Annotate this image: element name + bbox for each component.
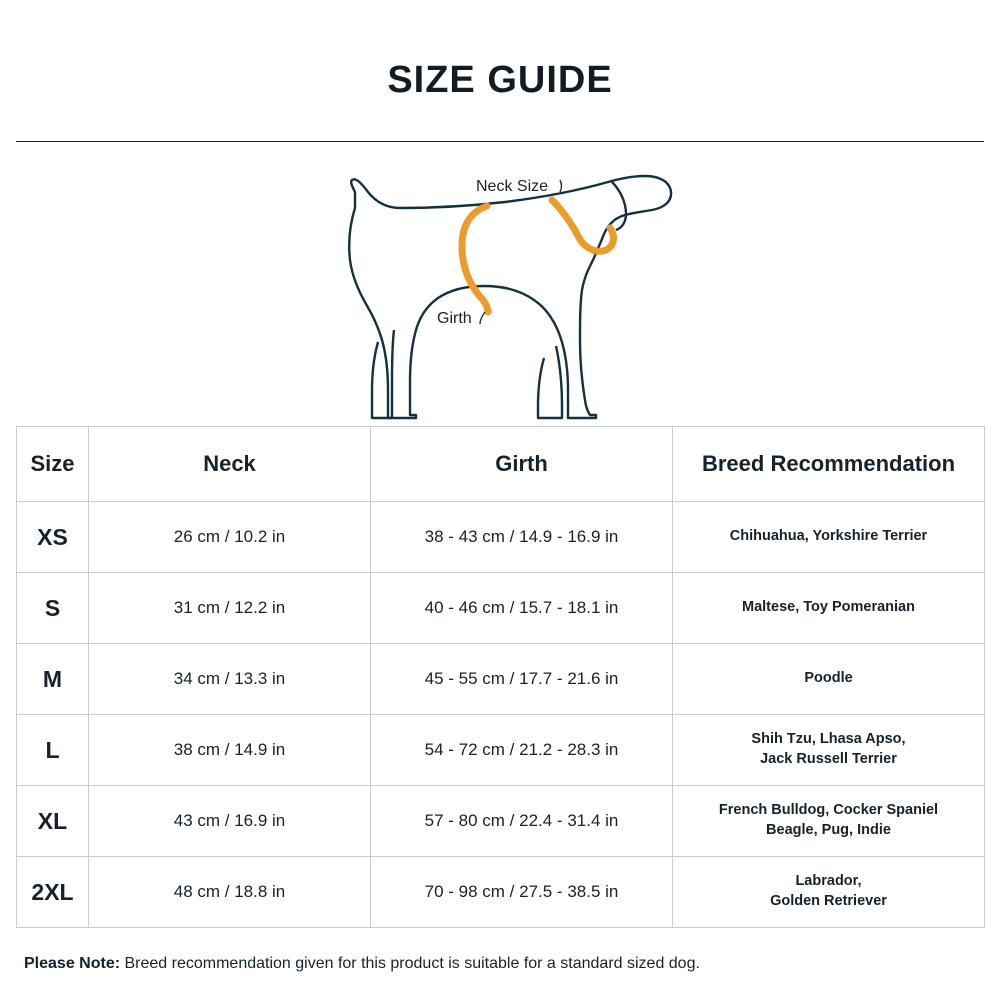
girth-callout-label: Girth <box>437 310 472 327</box>
table-row <box>17 715 985 786</box>
cell-neck: 34 cm / 13.3 in <box>89 644 371 715</box>
cell-girth: 57 - 80 cm / 22.4 - 31.4 in <box>371 786 673 857</box>
dog-measurement-illustration <box>0 150 1000 425</box>
footnote <box>24 955 700 973</box>
cell-size: XL <box>17 786 89 857</box>
cell-breed: Labrador, Golden Retriever <box>673 857 985 928</box>
title-divider <box>16 141 984 142</box>
cell-neck: 31 cm / 12.2 in <box>89 573 371 644</box>
column-header-breed: Breed Recommendation <box>673 427 985 502</box>
cell-neck: 38 cm / 14.9 in <box>89 715 371 786</box>
cell-size: XS <box>17 502 89 573</box>
cell-girth: 40 - 46 cm / 15.7 - 18.1 in <box>371 573 673 644</box>
cell-size: M <box>17 644 89 715</box>
column-header-neck: Neck <box>89 427 371 502</box>
cell-size: L <box>17 715 89 786</box>
page-title: SIZE GUIDE <box>387 59 613 101</box>
footnote-label: Please Note: <box>24 955 121 972</box>
cell-breed: Maltese, Toy Pomeranian <box>673 573 985 644</box>
cell-girth: 70 - 98 cm / 27.5 - 38.5 in <box>371 857 673 928</box>
table-row <box>17 502 985 573</box>
table-row <box>17 786 985 857</box>
cell-girth: 54 - 72 cm / 21.2 - 28.3 in <box>371 715 673 786</box>
neck-size-callout-label: Neck Size <box>476 178 549 195</box>
cell-size: 2XL <box>17 857 89 928</box>
table-row <box>17 857 985 928</box>
cell-breed: Chihuahua, Yorkshire Terrier <box>673 502 985 573</box>
footnote-text: Breed recommendation given for this product is suitable for a standard sized dog. <box>120 955 700 972</box>
cell-breed: Shih Tzu, Lhasa Apso, Jack Russell Terrier <box>673 715 985 786</box>
cell-breed: French Bulldog, Cocker Spaniel Beagle, Pug, Indie <box>673 786 985 857</box>
size-table <box>16 426 985 928</box>
cell-neck: 43 cm / 16.9 in <box>89 786 371 857</box>
cell-neck: 26 cm / 10.2 in <box>89 502 371 573</box>
table-row <box>17 644 985 715</box>
column-header-girth: Girth <box>371 427 673 502</box>
size-table-container <box>16 426 984 928</box>
cell-girth: 38 - 43 cm / 14.9 - 16.9 in <box>371 502 673 573</box>
cell-girth: 45 - 55 cm / 17.7 - 21.6 in <box>371 644 673 715</box>
table-row <box>17 573 985 644</box>
cell-breed: Poodle <box>673 644 985 715</box>
column-header-size: Size <box>17 427 89 502</box>
cell-size: S <box>17 573 89 644</box>
table-header-row <box>17 427 985 502</box>
cell-neck: 48 cm / 18.8 in <box>89 857 371 928</box>
